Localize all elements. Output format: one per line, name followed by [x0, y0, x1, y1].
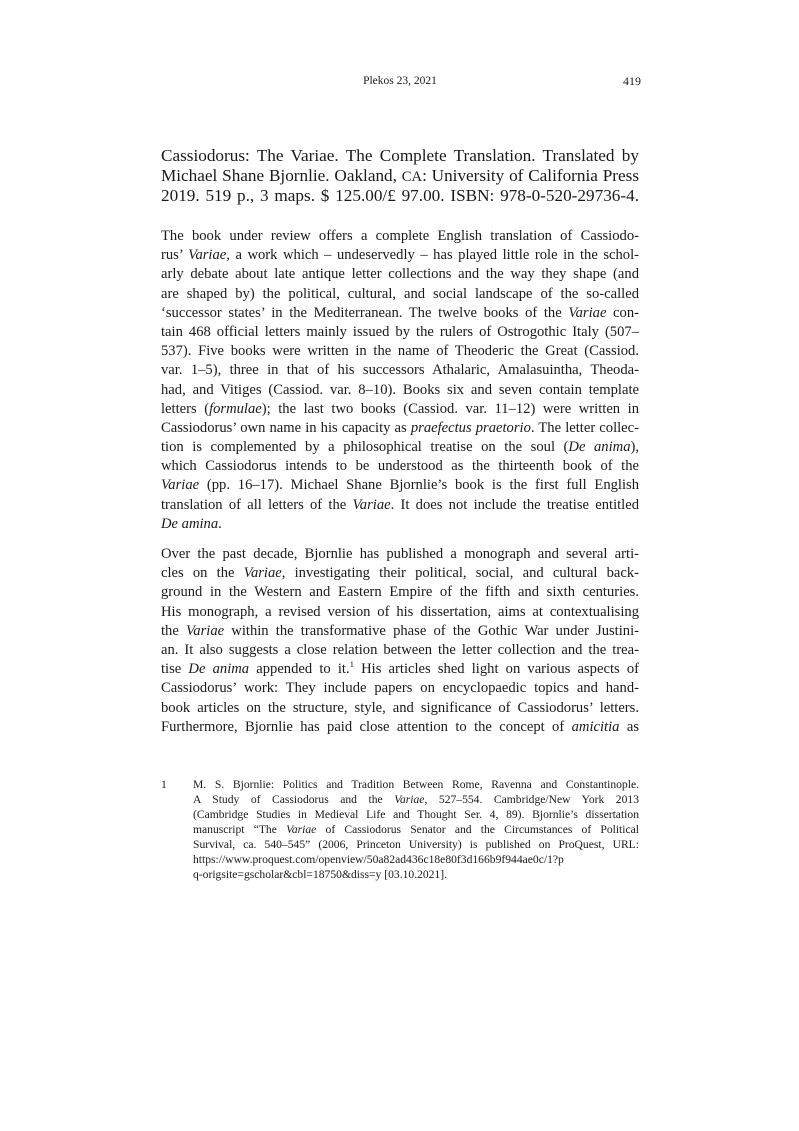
text-line — [193, 822, 639, 837]
text-run: arly debate about late antique letter collections and the way they shape (and — [161, 266, 639, 283]
text-line — [161, 304, 639, 323]
text-run: Cassiodorus’ work: They include papers on encyclopaedic topics and hand- — [161, 680, 639, 697]
text-line — [161, 641, 639, 660]
text-run: (pp. 16–17). Michael Shane Bjornlie’s book is the first full English — [199, 477, 639, 494]
text-line — [193, 867, 639, 882]
text-line — [193, 807, 639, 822]
italic-run: De anima — [568, 439, 631, 456]
italic-run: De anima — [188, 661, 250, 678]
text-run: ); the last two books (Cassiod. var. 11–12) were written in — [261, 400, 639, 417]
text-line — [161, 515, 639, 534]
italic-run: Variae — [243, 565, 282, 582]
text-run: 537). Five books were written in the name of Theoderic the Great (Cassiod. — [161, 343, 639, 360]
text-line — [161, 545, 639, 564]
text-run: A Study of Cassiodorus and the — [193, 793, 395, 806]
text-line — [161, 246, 639, 265]
italic-run: Variae — [186, 622, 225, 639]
text-line — [161, 564, 639, 583]
text-line — [161, 381, 639, 400]
text-line — [161, 438, 639, 457]
text-line — [161, 265, 639, 284]
text-run: https://www.proquest.com/openview/50a82ad436c18e80f3d166b9f944ae0c/1?p — [193, 853, 564, 866]
italic-run: Variae — [568, 304, 607, 321]
text-run: appended to it. — [249, 661, 350, 678]
text-line — [161, 476, 639, 495]
text-run: His articles shed light on various aspects of — [353, 661, 639, 678]
footnote-text — [193, 777, 639, 882]
text-line — [161, 603, 639, 622]
text-run: . It does not include the treatise entitled — [390, 496, 640, 513]
text-run: ground in the Western and Eastern Empire of the fifth and sixth centuries. — [161, 584, 639, 601]
text-line — [161, 496, 639, 515]
text-run: , investigating their political, social, and cultural back- — [281, 565, 639, 582]
text-run: had, and Vitiges (Cassiod. var. 8–10). Books six and seven contain template — [161, 381, 639, 398]
italic-run: De amina — [161, 515, 219, 532]
review-title — [161, 146, 639, 206]
text-run: cles on the — [161, 565, 244, 582]
text-run: , 527–554. Cambridge/New York 2013 — [424, 793, 639, 806]
running-header-journal: Plekos 23, 2021 — [363, 75, 437, 87]
text-run: tion is complemented by a philosophical treatise on the soul ( — [161, 439, 569, 456]
text-run: : University of California Press — [422, 166, 640, 185]
text-run: are shaped by) the political, cultural, and social landscape of the so-called — [161, 285, 639, 302]
text-line — [161, 400, 639, 419]
text-run: var. 1–5), three in that of his successors Athalaric, Amalasuintha, Theoda- — [161, 362, 639, 379]
text-run: Over the past decade, Bjornlie has published a monograph and several arti- — [161, 546, 639, 562]
italic-run: formulae — [209, 400, 262, 417]
text-line — [161, 227, 639, 246]
paragraph-2 — [161, 545, 639, 737]
text-line — [161, 361, 639, 380]
text-run: Michael Shane Bjornlie. Oakland, — [161, 166, 402, 185]
italic-run: praefectus praetorio — [410, 419, 531, 436]
text-run: as — [619, 718, 639, 735]
text-line — [161, 419, 639, 438]
text-line — [161, 285, 639, 304]
text-run: which Cassiodorus intends to be understood as the thirteenth book of the — [161, 458, 639, 475]
text-line — [193, 777, 639, 792]
text-run: M. S. Bjornlie: Politics and Tradition Between Rome, Ravenna and Constantinople. — [193, 778, 639, 791]
text-run: , a work which – undeservedly – has played little role in the schol- — [226, 247, 639, 264]
text-run: within the transformative phase of the Gothic War under Justini- — [224, 622, 639, 639]
text-run: . — [218, 515, 222, 532]
text-run: His monograph, a revised version of his dissertation, aims at contextualising — [161, 603, 639, 620]
text-line — [161, 660, 639, 679]
text-run: manuscript “The — [193, 823, 287, 836]
italic-run: Variae — [161, 477, 200, 494]
text-run: . The letter collec- — [530, 419, 639, 436]
text-run: book articles on the structure, style, and significance of Cassiodorus’ letters. — [161, 699, 639, 716]
text-line — [161, 718, 639, 737]
text-run: ), — [630, 439, 640, 456]
text-run: (Cambridge Studies in Medieval Life and Thought Ser. 4, 89). Bjornlie’s dissertation — [193, 808, 639, 821]
text-line — [161, 342, 639, 361]
text-run: letters ( — [161, 400, 210, 417]
italic-run: Variae — [286, 823, 317, 836]
italic-run: Variae — [188, 247, 227, 264]
text-run: an. It also suggests a close relation between the letter collection and the trea- — [161, 641, 639, 658]
text-run: Cassiodorus: The Variae. The Complete Translation. Translated by — [161, 146, 639, 165]
text-run: Cassiodorus’ own name in his capacity as — [161, 419, 411, 436]
text-line — [161, 146, 639, 166]
text-line — [161, 622, 639, 641]
text-run: tise — [161, 661, 189, 678]
text-line — [161, 457, 639, 476]
text-run: Survival, ca. 540–545” (2006, Princeton University) is published on ProQuest, URL: — [193, 838, 639, 851]
text-line — [161, 583, 639, 602]
footnote-number: 1 — [161, 778, 167, 791]
italic-run: Variae — [394, 793, 425, 806]
text-line — [193, 852, 639, 867]
text-run: 2019. 519 p., 3 maps. $ 125.00/£ 97.00. ISBN: 978-0-520-29736-4. — [161, 186, 639, 205]
text-line — [193, 837, 639, 852]
text-line — [161, 699, 639, 718]
text-run: con- — [606, 304, 639, 321]
text-run: of Cassiodorus Senator and the Circumstances of Political — [316, 823, 640, 836]
text-run: rus’ — [161, 247, 189, 264]
italic-run: amicitia — [571, 718, 620, 735]
text-run: the — [161, 622, 187, 639]
text-run: ‘successor states’ in the Mediterranean. The twelve books of the — [161, 304, 569, 321]
small-caps-run: CA — [401, 169, 423, 185]
footnote-reference[interactable]: 1 — [349, 659, 354, 670]
text-run: tain 468 official letters mainly issued by the rulers of Ostrogothic Italy (507– — [161, 323, 639, 340]
text-line — [161, 166, 639, 186]
paragraph-1 — [161, 227, 639, 534]
text-line — [193, 792, 639, 807]
text-run: translation of all letters of the — [161, 496, 353, 513]
text-run: Furthermore, Bjornlie has paid close attention to the concept of — [161, 718, 572, 735]
text-run: q-origsite=gscholar&cbl=18750&diss=y [03.10.2021]. — [193, 868, 448, 881]
page-number: 419 — [623, 74, 641, 88]
text-line — [161, 679, 639, 698]
text-line — [161, 323, 639, 342]
text-run: The book under review offers a complete English translation of Cassiodo- — [161, 228, 639, 244]
italic-run: Variae — [352, 496, 391, 513]
text-line — [161, 186, 639, 206]
